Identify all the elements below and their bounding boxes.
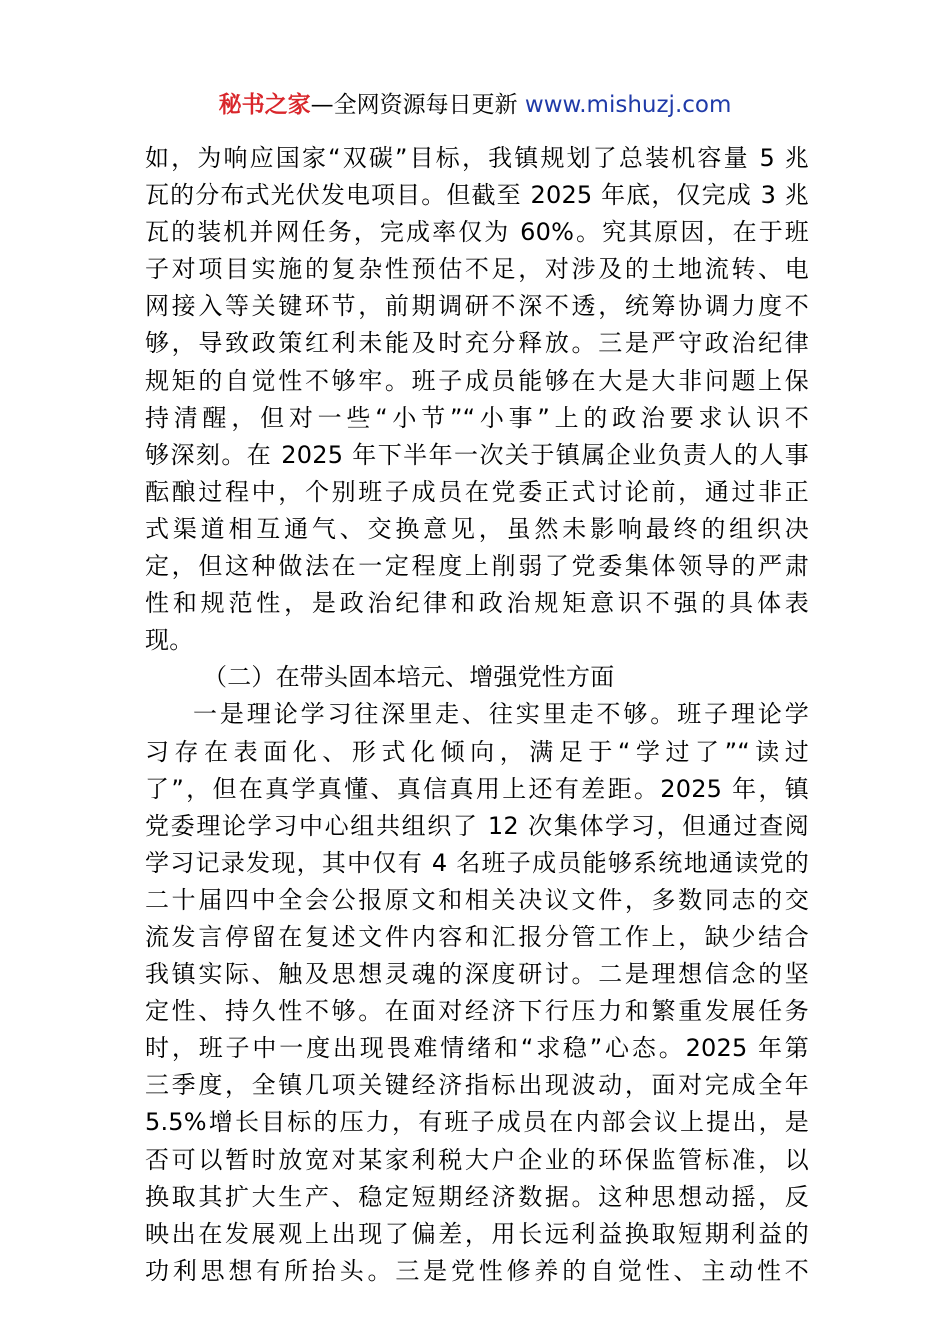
section-heading: （二）在带头固本培元、增强党性方面 [203,663,615,692]
text-line: 映出在发展观上出现了偏差，用长远利益换取短期利益的 [145,1219,809,1248]
text-line: 网接入等关键环节，前期调研不深不透，统筹协调力度不 [145,292,809,321]
text-line: 学习记录发现，其中仅有 4 名班子成员能够系统地通读党的 [145,848,809,877]
text-line: 酝酿过程中，个别班子成员在党委正式讨论前，通过非正 [145,477,809,506]
text-line: 现。 [145,626,194,655]
text-line: 性和规范性，是政治纪律和政治规矩意识不强的具体表 [145,589,809,618]
text-line: 了”，但在真学真懂、真信真用上还有差距。2025 年，镇 [145,774,809,803]
text-line: 二十届四中全会公报原文和相关决议文件，多数同志的交 [145,885,809,914]
document-body [145,140,809,1290]
text-line: 如，为响应国家“双碳”目标，我镇规划了总装机容量 5 兆 [145,144,809,172]
text-line: 规矩的自觉性不够牢。班子成员能够在大是大非问题上保 [145,366,809,395]
text-line: 式渠道相互通气、交换意见，虽然未影响最终的组织决 [145,514,809,543]
text-line: 三季度，全镇几项关键经济指标出现波动，面对完成全年 [145,1071,809,1100]
text-line: 瓦的分布式光伏发电项目。但截至 2025 年底，仅完成 3 兆 [145,181,809,210]
text-line: 我镇实际、触及思想灵魂的深度研讨。二是理想信念的坚 [145,960,809,989]
text-line: 换取其扩大生产、稳定短期经济数据。这种思想动摇，反 [145,1182,809,1211]
text-line: 党委理论学习中心组共组织了 12 次集体学习，但通过查阅 [145,811,809,840]
text-line: 子对项目实施的复杂性预估不足，对涉及的土地流转、电 [145,255,809,284]
text-line: 定性、持久性不够。在面对经济下行压力和繁重发展任务 [145,997,809,1026]
text-line: 习存在表面化、形式化倾向，满足于“学过了”“读过 [145,737,809,766]
text-line: 流发言停留在复述文件内容和汇报分管工作上，缺少结合 [145,922,809,951]
site-brand: 秘书之家 [218,92,311,118]
site-url[interactable]: www.mishuzj.com [524,92,732,118]
text-line: 定，但这种做法在一定程度上削弱了党委集体领导的严肃 [145,552,809,581]
text-line: 一是理论学习往深里走、往实里走不够。班子理论学 [193,700,809,729]
site-header [0,88,950,122]
site-tagline: —全网资源每日更新 [310,92,518,118]
text-line: 功利思想有所抬头。三是党性修养的自觉性、主动性不 [145,1256,809,1285]
text-line: 时，班子中一度出现畏难情绪和“求稳”心态。2025 年第 [145,1034,809,1063]
text-line: 瓦的装机并网任务，完成率仅为 60%。究其原因，在于班 [145,218,809,247]
text-line: 持清醒，但对一些“小节”“小事”上的政治要求认识不 [145,403,809,432]
text-line: 够深刻。在 2025 年下半年一次关于镇属企业负责人的人事 [145,440,809,469]
text-line: 否可以暂时放宽对某家利税大户企业的环保监管标准，以 [145,1145,809,1174]
text-line: 够，导致政策红利未能及时充分释放。三是严守政治纪律 [145,329,809,358]
text-line: 5.5%增长目标的压力，有班子成员在内部会议上提出，是 [145,1108,809,1137]
